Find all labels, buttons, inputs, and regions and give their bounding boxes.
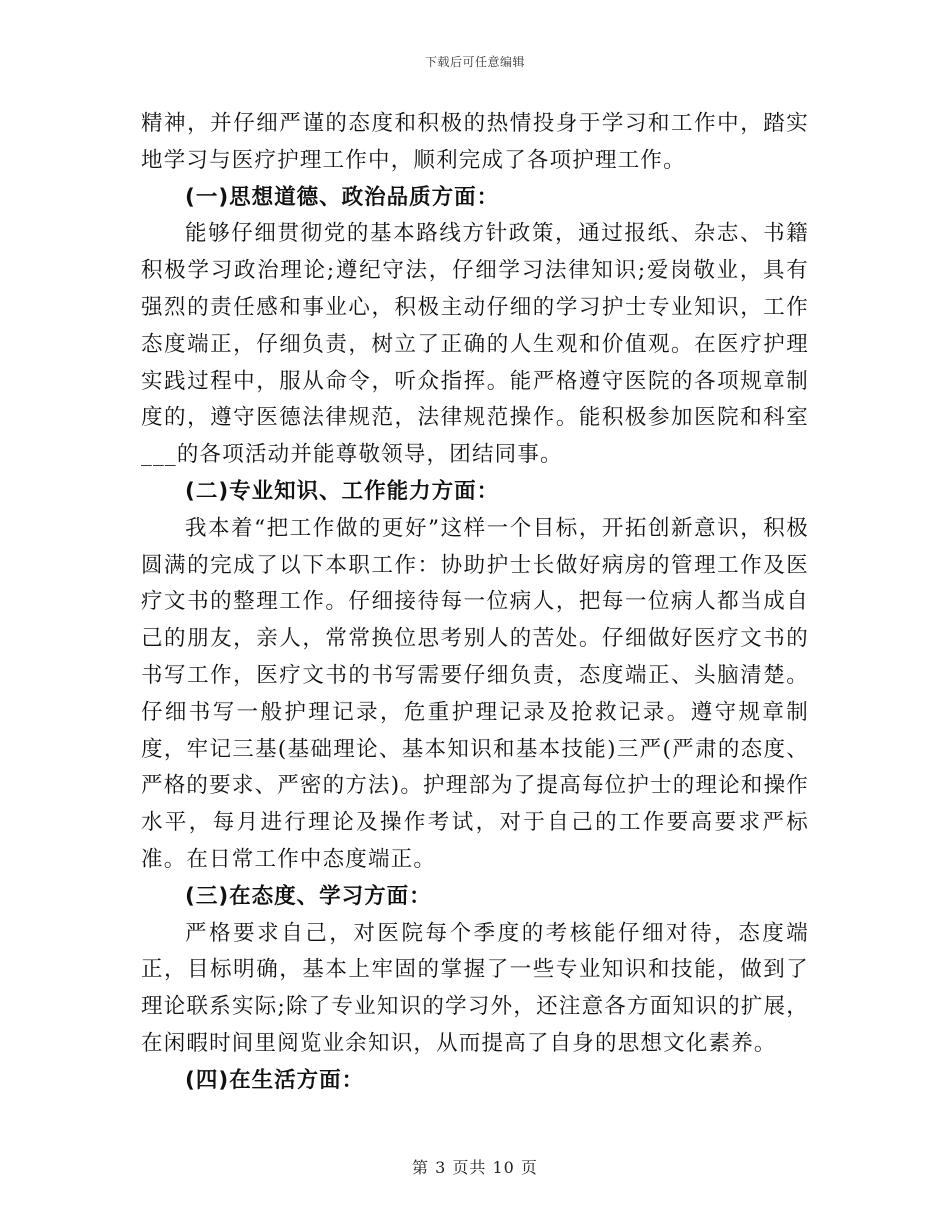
paragraph-continuation: 精神，并仔细严谨的态度和积极的热情投身于学习和工作中，踏实地学习与医疗护理工作中，顺利完成了各项护理工作。 xyxy=(141,111,809,173)
section-heading-1: (一)思想道德、政治品质方面： xyxy=(185,184,500,210)
paragraph-1: 能够仔细贯彻党的基本路线方针政策，通过报纸、杂志、书籍积极学习政治理论;遵纪守法，仔细学习法律知识;爱岗敬业，具有强烈的责任感和事业心，积极主动仔细的学习护士专业知识，工作态度端正，仔细负责，树立了正确的人生观和价值观。在医疗护理实践过程中，服从命令，听众指挥。能严格遵守医院的各项规章制度的，遵守医德法律规范，法律规范操作。能积极参加医院和科室___的各项活动并能尊敬领导，团结同事。 xyxy=(141,221,809,468)
paragraph-3: 严格要求自己，对医院每个季度的考核能仔细对待，态度端正，目标明确，基本上牢固的掌握了一些专业知识和技能，做到了理论联系实际;除了专业知识的学习外，还注意各方面知识的扩展，在闲暇时间里阅览业余知识，从而提高了自身的思想文化素养。 xyxy=(141,920,809,1056)
section-heading-3: (三)在态度、学习方面： xyxy=(185,883,432,909)
section-heading-4: (四)在生活方面： xyxy=(185,1067,365,1093)
document-body xyxy=(141,106,809,1100)
paragraph-2: 我本着“把工作做的更好”这样一个目标，开拓创新意识，积极圆满的完成了以下本职工作：协助护士长做好病房的管理工作及医疗文书的整理工作。仔细接待每一位病人，把每一位病人都当成自己的朋友，亲人，常常换位思考别人的苦处。仔细做好医疗文书的书写工作，医疗文书的书写需要仔细负责，态度端正、头脑清楚。仔细书写一般护理记录，危重护理记录及抢救记录。遵守规章制度，牢记三基(基础理论、基本知识和基本技能)三严(严肃的态度、严格的要求、严密的方法)。护理部为了提高每位护士的理论和操作水平，每月进行理论及操作考试，对于自己的工作要高要求严标准。在日常工作中态度端正。 xyxy=(141,515,809,872)
page-number: 第 3 页共 10 页 xyxy=(412,1158,538,1177)
page-header: 下载后可任意编辑 xyxy=(424,55,525,69)
section-heading-2: (二)专业知识、工作能力方面： xyxy=(185,478,500,504)
